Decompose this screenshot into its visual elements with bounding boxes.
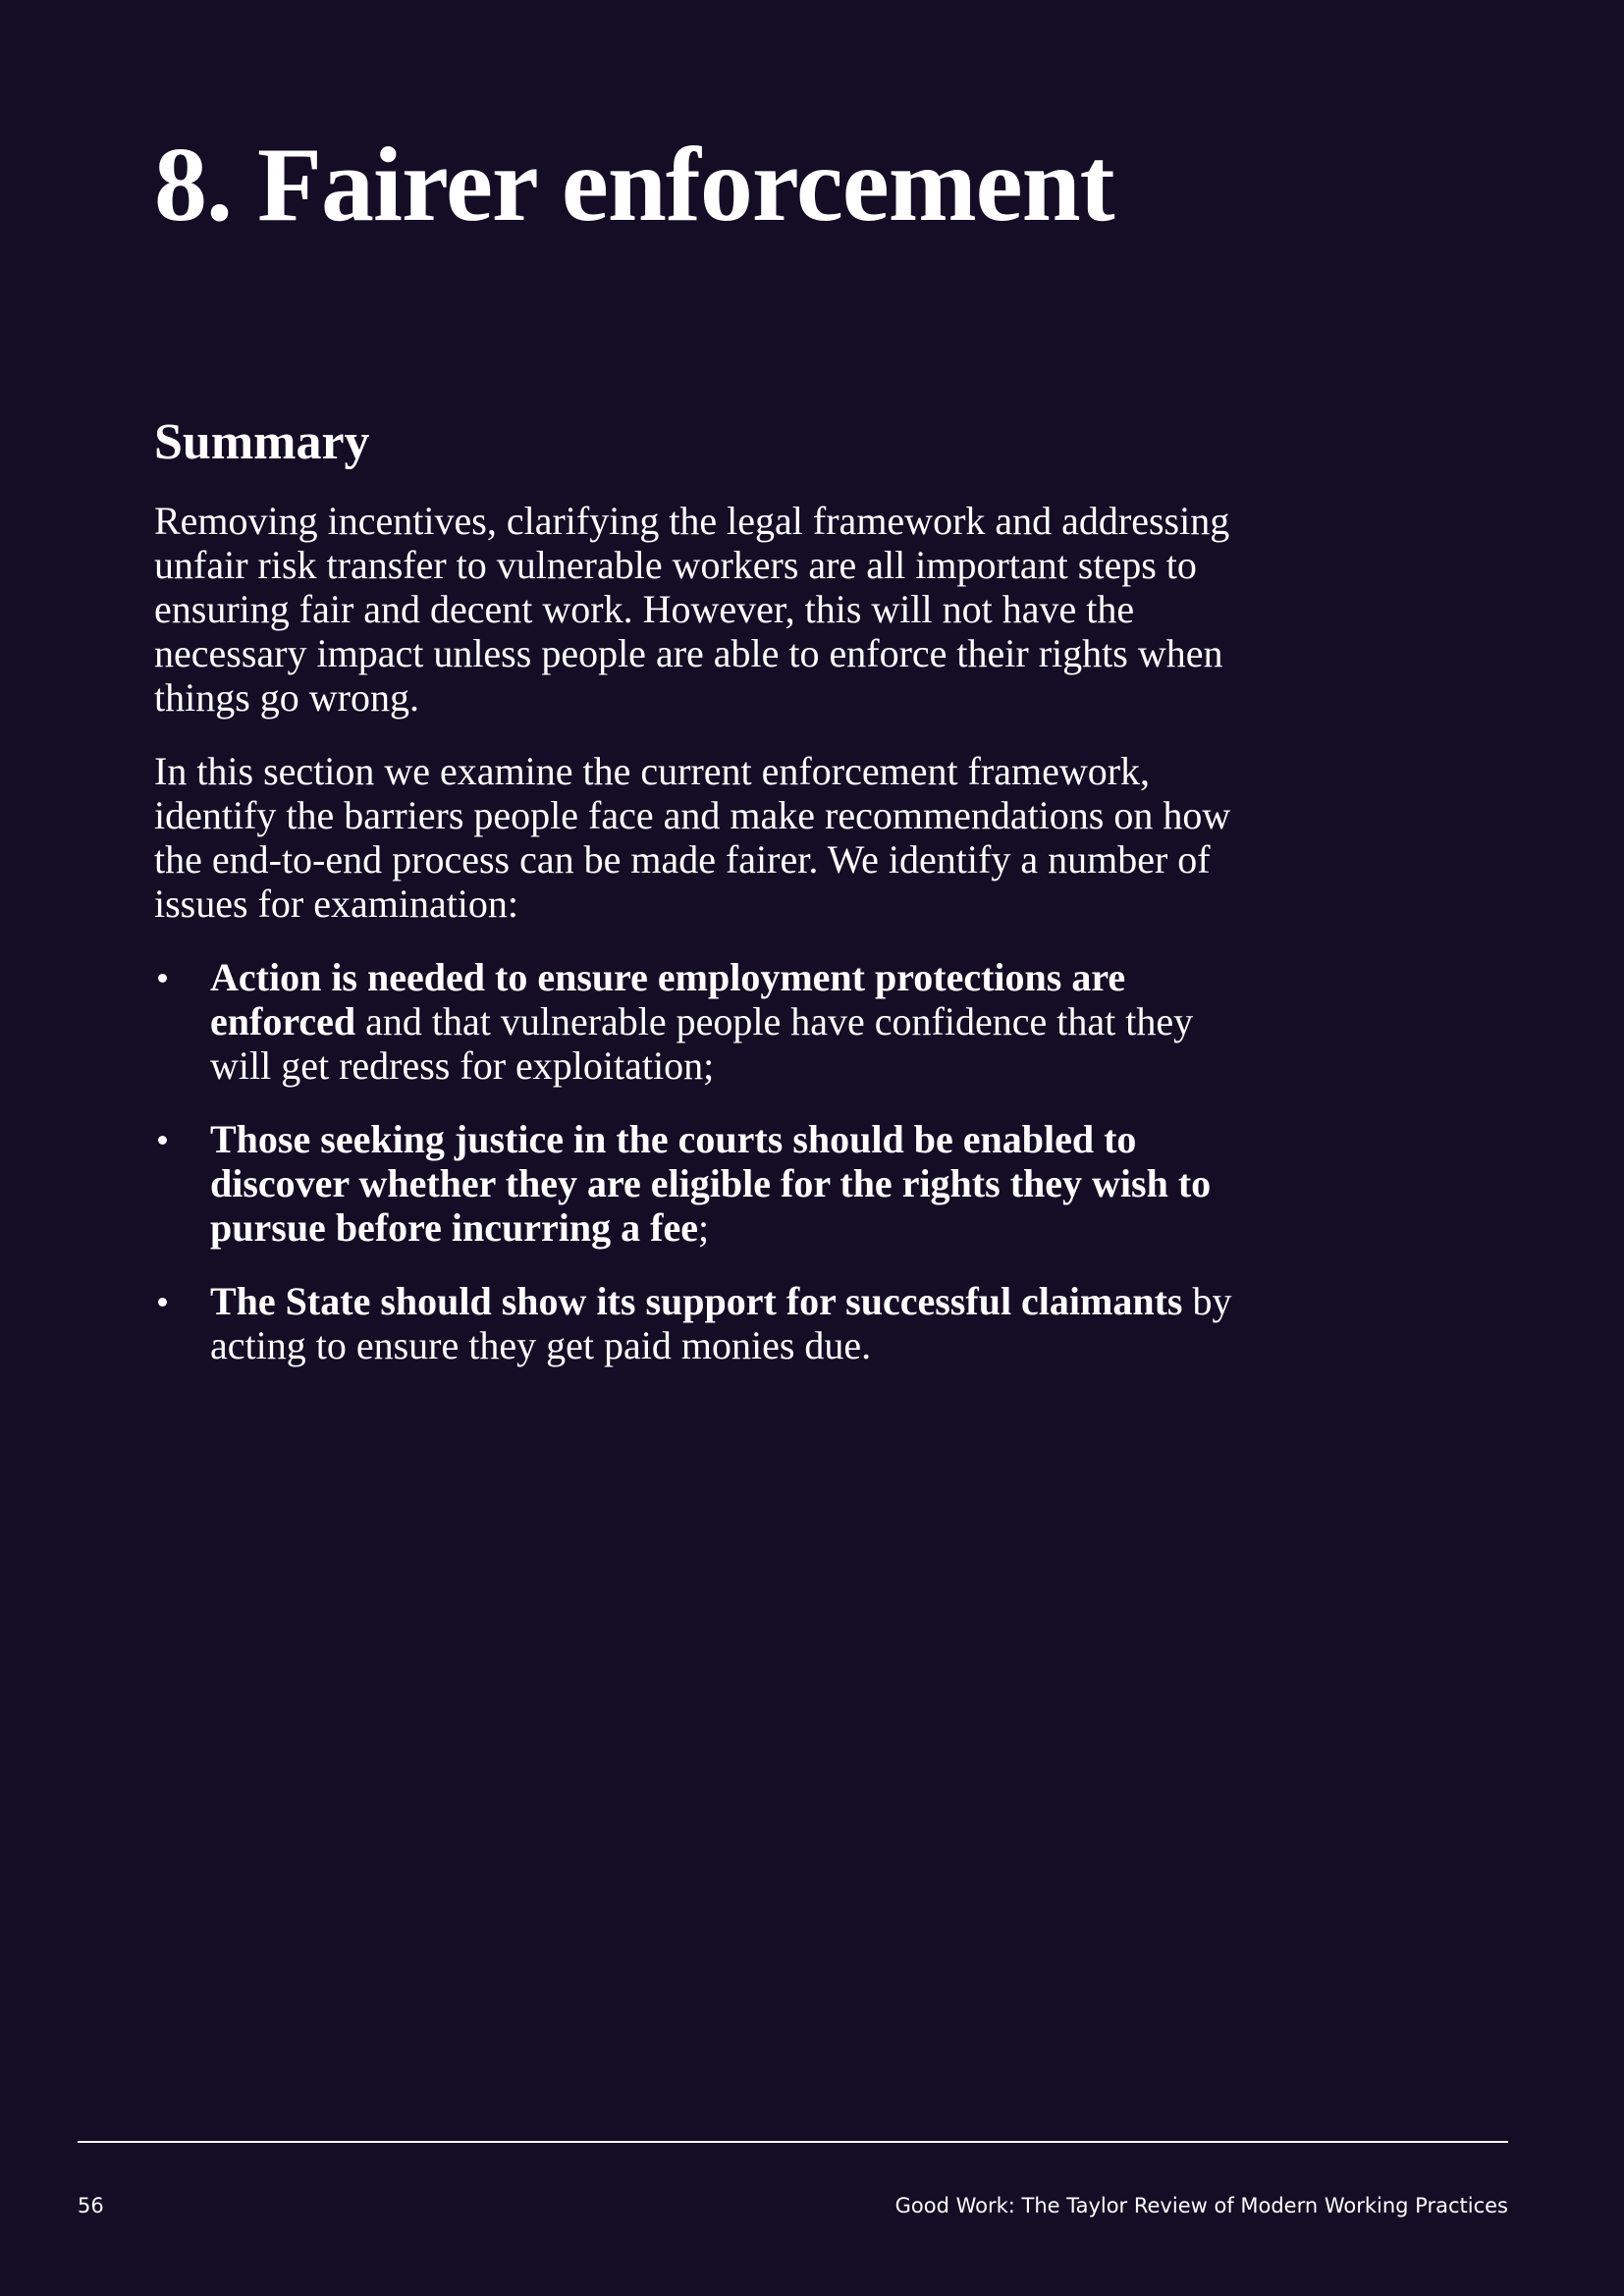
issues-list bbox=[154, 955, 1254, 1367]
list-item bbox=[154, 1117, 1254, 1250]
summary-section bbox=[154, 412, 1254, 1397]
list-item bbox=[154, 1279, 1254, 1367]
list-item-text: by acting to ensure they get paid monies due. bbox=[210, 1279, 1232, 1368]
list-item-emphasis: The State should show its support for successful claimants bbox=[210, 1279, 1183, 1324]
page-number: 56 bbox=[78, 2194, 104, 2217]
list-item-emphasis: Those seeking justice in the courts should be enabled to discover whether they are eligible for the rights they wish to pursue before incurring a fee bbox=[210, 1117, 1212, 1251]
list-item-text: ; bbox=[697, 1205, 710, 1251]
summary-paragraph-1: Removing incentives, clarifying the legal framework and addressing unfair risk transfer to vulnerable workers are all important steps to ensuring fair and decent work. However, this will not have the necessary impact unless people are able to enforce their rights when things go wrong. bbox=[154, 499, 1230, 721]
summary-heading: Summary bbox=[154, 414, 370, 470]
chapter-title: 8. Fairer enforcement bbox=[154, 127, 1114, 243]
summary-paragraph-2: In this section we examine the current enforcement framework, identify the barriers people face and make recommendations on how the end-to-end process can be made fairer. We identify a number of issues for examination: bbox=[154, 749, 1231, 927]
list-item-text: and that vulnerable people have confidence that they will get redress for exploitation; bbox=[210, 999, 1194, 1089]
bullet-icon bbox=[158, 974, 167, 983]
publication-title: Good Work: The Taylor Review of Modern Working Practices bbox=[894, 2194, 1508, 2217]
bullet-icon bbox=[158, 1136, 167, 1145]
list-item-emphasis: Action is needed to ensure employment protections are enforced bbox=[210, 955, 1126, 1044]
footer-divider bbox=[78, 2141, 1508, 2143]
list-item bbox=[154, 955, 1254, 1088]
bullet-icon bbox=[158, 1298, 167, 1307]
